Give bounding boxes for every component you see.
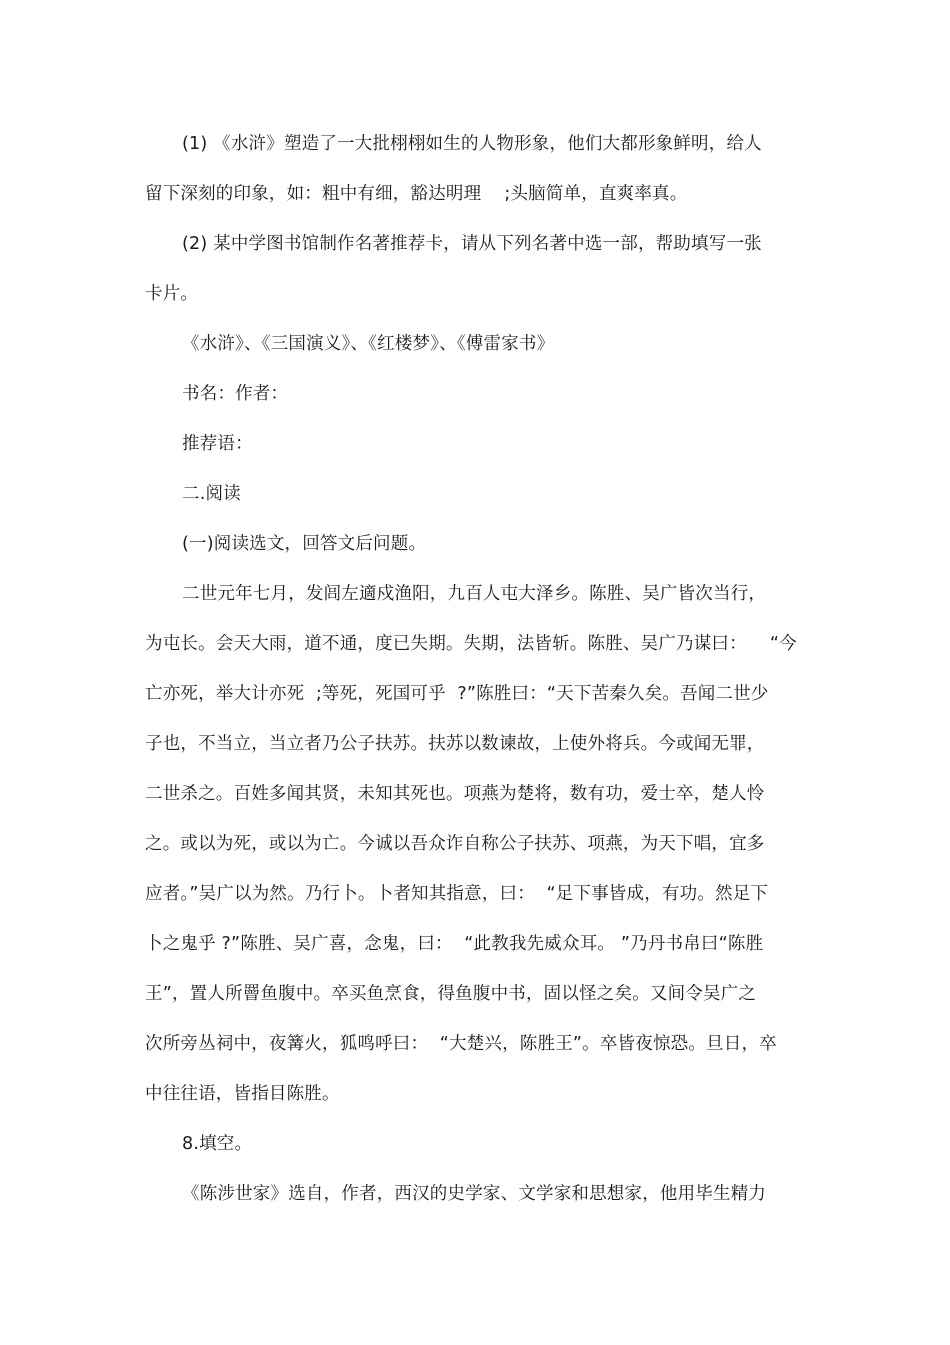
section-heading-reading: 二.阅读	[182, 484, 241, 504]
passage-line-11: 中往往语，皆指目陈胜。	[145, 1084, 340, 1104]
book-list: 《水浒》、《三国演义》、《红楼梦》、《傅雷家书》	[182, 334, 555, 354]
passage-line-3: 亡亦死，举大计亦死 ;等死，死国可乎 ?”陈胜曰：“天下苦秦久矣。吾闻二世少	[145, 684, 769, 704]
passage-line-5: 二世杀之。百姓多闻其贤，未知其死也。项燕为楚将，数有功，爱士卒，楚人怜	[145, 784, 765, 804]
reading-instruction: (一)阅读选文，回答文后问题。	[182, 534, 427, 554]
passage-line-1: 二世元年七月，发闾左適戍渔阳，九百人屯大泽乡。陈胜、吴广皆次当行，	[182, 584, 767, 604]
question-8-heading: 8.填空。	[182, 1134, 253, 1154]
passage-line-2: 为屯长。会天大雨，道不通，度已失期。失期，法皆斩。陈胜、吴广乃谋曰： “今	[145, 634, 797, 654]
question-2-line-1: (2) 某中学图书馆制作名著推荐卡，请从下列名著中选一部，帮助填写一张	[182, 234, 762, 254]
question-1-line-2: 留下深刻的印象，如：粗中有细，豁达明理 ;头脑简单，直爽率真。	[145, 184, 688, 204]
passage-line-4: 子也，不当立，当立者乃公子扶苏。扶苏以数谏故，上使外将兵。今或闻无罪，	[145, 734, 765, 754]
question-2-line-2: 卡片。	[145, 284, 199, 304]
passage-line-6: 之。或以为死，或以为亡。今诚以吾众诈自称公子扶苏、项燕，为天下唱，宜多	[145, 834, 765, 854]
passage-line-9: 王”，置人所罾鱼腹中。卒买鱼烹食，得鱼腹中书，固以怪之矣。又间令吴广之	[145, 984, 757, 1004]
question-1-line-1: (1) 《水浒》塑造了一大批栩栩如生的人物形象，他们大都形象鲜明，给人	[182, 134, 762, 154]
passage-line-10: 次所旁丛祠中，夜篝火，狐鸣呼曰： “大楚兴，陈胜王”。卒皆夜惊恐。旦日，卒	[145, 1034, 777, 1054]
passage-line-8: 卜之鬼乎 ?”陈胜、吴广喜，念鬼，曰： “此教我先威众耳。 ”乃丹书帛曰“陈胜	[145, 934, 764, 954]
recommendation-field: 推荐语：	[182, 434, 253, 454]
book-title-author-field: 书名：作者：	[182, 384, 289, 404]
passage-line-7: 应者。”吴广以为然。乃行卜。卜者知其指意，曰： “足下事皆成，有功。然足下	[145, 884, 769, 904]
question-8-line-1: 《陈涉世家》选自，作者，西汉的史学家、文学家和思想家，他用毕生精力	[182, 1184, 767, 1204]
